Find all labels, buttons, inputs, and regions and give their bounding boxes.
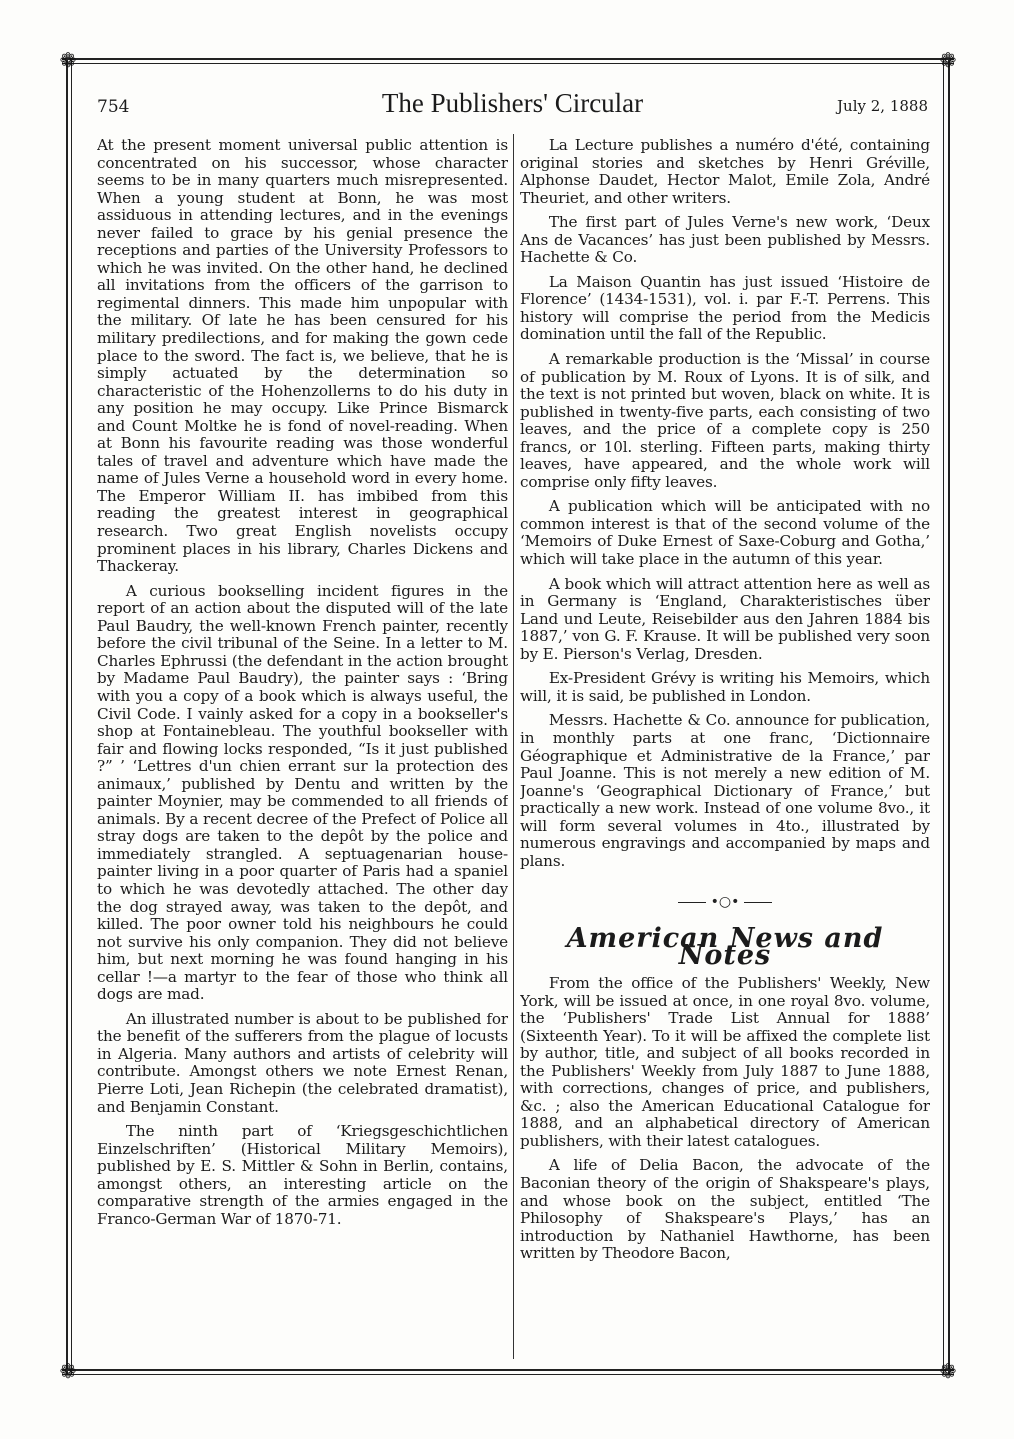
article-paragraph: A publication which will be anticipated with no common interest is that of the second volume of the ‘Memoirs of Duke Ernest of Saxe-Coburg and Gotha,’ which will take place in the autumn of this year.: [520, 497, 930, 569]
frame-top-line-outer: [62, 58, 954, 60]
rosette-ornament-icon: ❁: [939, 1359, 957, 1383]
rosette-ornament-icon: ❁: [939, 48, 957, 72]
frame-left-line-inner: [71, 58, 72, 1375]
section-divider-ornament: [520, 894, 930, 912]
article-paragraph: At the present moment universal public attention is concentrated on his successor, whose character seems to be in many quarters much misrepresented. When a young student at Bonn, he was most assiduous in attending lectures, and in the evenings never failed to grace by his genial presence the receptions and parties of the University Professors to which he was invited. On the other hand, he declined all invitations from the officers of the garrison to regimental dinners. This made him unpopular with the military. Of late he has been censured for his military predilections, and for making the gown cede place to the sword. The fact is, we believe, that he is simply actuated by the determination so characteristic of the Hohenzollerns to do his duty in any position he may occupy. Like Prince Bismarck and Count Moltke he is fond of novel-reading. When at Bonn his favourite reading was those wonderful tales of travel and adventure which have made the name of Jules Verne a household word in every home. The Emperor William II. has imbibed from this reading the greatest interest in geographical research. Two great English novelists occupy prominent places in his library, Charles Dickens and Thackeray.: [97, 137, 508, 576]
frame-right-line-outer: [948, 58, 950, 1375]
rosette-ornament-icon: ❁: [59, 48, 77, 72]
frame-top-line-inner: [62, 63, 954, 64]
article-paragraph: The ninth part of ‘Kriegsgeschichtlichen Einzelschriften’ (Historical Military Memoirs), published by E. S. Mittler & Sohn in Berlin, contains, amongst others, an interesting article on the comparative strength of the armies engaged in the Franco-German War of 1870-71.: [97, 1122, 508, 1228]
article-paragraph: A curious bookselling incident figures in the report of an action about the disputed will of the late Paul Baudry, the well-known French painter, recently before the civil tribunal of the Seine. In a letter to M. Charles Ephrussi (the defendant in the action brought by Madame Paul Baudry), the painter says : ‘Bring with you a copy of a book which is always useful, the Civil Code. I vainly asked for a copy in a bookseller's shop at Fontainebleau. The youthful bookseller with fair and flowing locks responded, “Is it just published ?” ’ ‘Lettres d'un chien errant sur la protection des animaux,’ published by Dentu and written by the painter Moynier, may be commended to all friends of animals. By a recent decree of the Prefect of Police all stray dogs are taken to the depôt by the police and immediately strangled. A septuagenarian house-painter living in a poor quarter of Paris had a spaniel to which he was devotedly attached. The other day the dog strayed away, was taken to the depôt, and killed. The poor owner told his neighbours he could not survive his only companion. They did not believe him, but next morning he was found hanging in his cellar !—a martyr to the fear of those who think all dogs are mad.: [97, 581, 508, 1004]
article-paragraph: La Maison Quantin has just issued ‘Histoire de Florence’ (1434-1531), vol. i. par F.-T. Perrens. This history will comprise the period from the Medicis domination until the fall of the Republic.: [520, 272, 930, 344]
article-paragraph: A life of Delia Bacon, the advocate of the Baconian theory of the origin of Shakspeare's plays, and whose book on the subject, entitled ‘The Philosophy of Shakspeare's Plays,’ has an introduction by Nathaniel Hawthorne, has been written by Theodore Bacon,: [520, 1156, 930, 1263]
article-paragraph: A book which will attract attention here as well as in Germany is ‘England, Charakteristisches über Land und Leute, Reisebilder aus den Jahren 1884 bis 1887,’ von G. F. Krause. It will be published very soon by E. Pierson's Verlag, Dresden.: [520, 574, 930, 663]
article-paragraph: Ex-President Grévy is writing his Memoirs, which will, it is said, be published in London.: [520, 669, 930, 705]
divider-dot-icon: •○•: [710, 894, 740, 911]
frame-bottom-line-outer: [62, 1369, 954, 1371]
frame-right-line-inner: [943, 58, 944, 1375]
issue-date: July 2, 1888: [837, 97, 928, 115]
article-paragraph: Messrs. Hachette & Co. announce for publication, in monthly parts at one franc, ‘Dictionnaire Géographique et Administrative de la France,’ par Paul Joanne. This is not merely a new edition of M. Joanne's ‘Geographical Dictionary of France,’ but practically a new work. Instead of one volume 8vo., it will form several volumes in 4to., illustrated by numerous engravings and accompanied by maps and plans.: [520, 711, 930, 870]
article-paragraph: La Lecture publishes a numéro d'été, containing original stories and sketches by Henri Gréville, Alphonse Daudet, Hector Malot, Emile Zola, André Theuriet, and other writers.: [520, 137, 930, 207]
article-paragraph: From the office of the Publishers' Weekly, New York, will be issued at once, in one royal 8vo. volume, the ‘Publishers' Trade List Annual for 1888’ (Sixteenth Year). To it will be affixed the complete list by author, title, and subject of all books recorded in the Publishers' Weekly from July 1887 to June 1888, with corrections, changes of price, and publishers, &c. ; also the American Educational Catalogue for 1888, and an alphabetical directory of American publishers, with their latest catalogues.: [520, 973, 930, 1150]
page-header: [95, 88, 930, 128]
section-heading: American News and Notes: [566, 922, 884, 972]
article-paragraph: A remarkable production is the ‘Missal’ in course of publication by M. Roux of Lyons. It is of silk, and the text is not printed but woven, black on white. It is published in twenty-five parts, each consisting of two leaves, and the price of a complete copy is 250 francs, or 10l. sterling. Fifteen parts, making thirty leaves, have appeared, and the whole work will comprise only fifty leaves.: [520, 350, 930, 491]
frame-left-line-outer: [66, 58, 68, 1375]
article-paragraph: An illustrated number is about to be published for the benefit of the sufferers from the plague of locusts in Algeria. Many authors and artists of celebrity will contribute. Amongst others we note Ernest Renan, Pierre Loti, Jean Richepin (the celebrated dramatist), and Benjamin Constant.: [97, 1009, 508, 1116]
page-number: 754: [97, 97, 130, 117]
article-paragraph: The first part of Jules Verne's new work, ‘Deux Ans de Vacances’ has just been published by Messrs. Hachette & Co.: [520, 213, 930, 267]
rosette-ornament-icon: ❁: [59, 1359, 77, 1383]
journal-title: The Publishers' Circular: [381, 88, 644, 118]
column-divider: [513, 134, 514, 1359]
frame-bottom-line-inner: [62, 1374, 954, 1375]
left-column: [97, 137, 508, 1357]
right-column: [520, 137, 930, 1357]
